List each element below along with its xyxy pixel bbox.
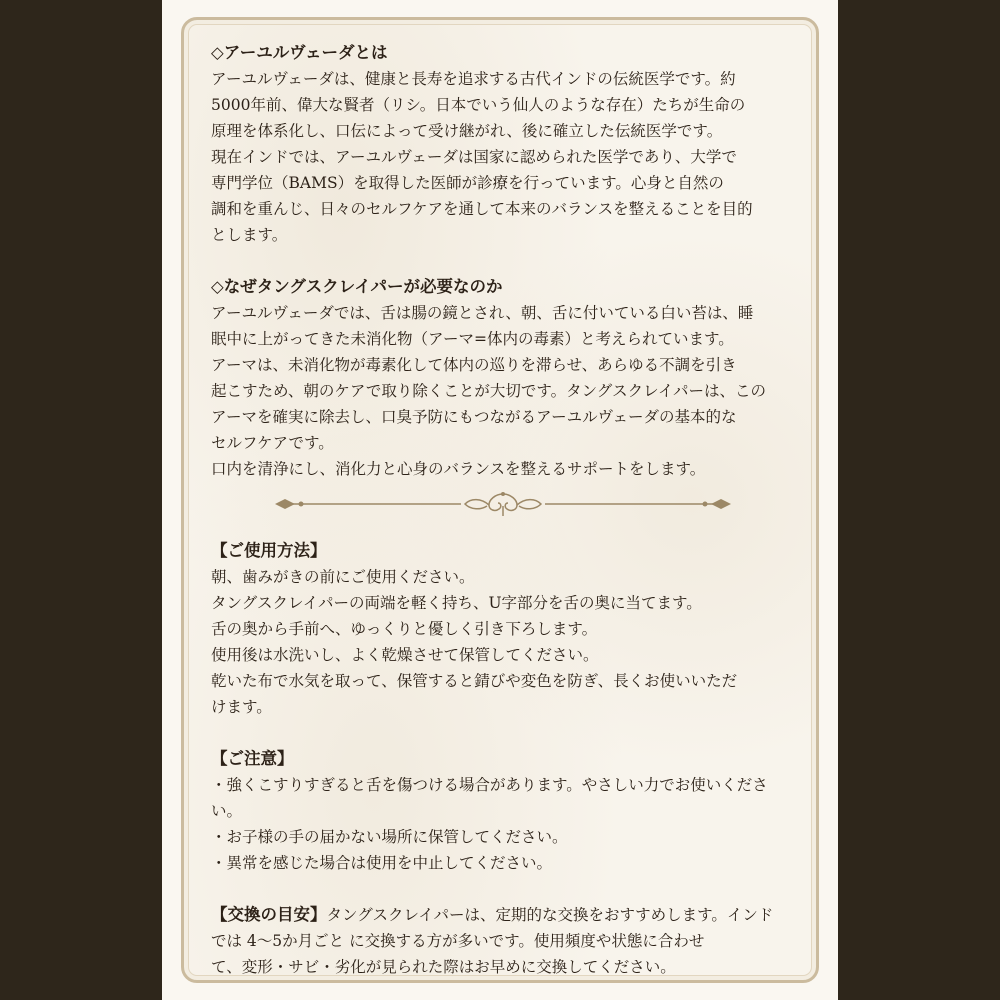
- body-line: 起こすため、朝のケアで取り除くことが大切です。タングスクレイパーは、この: [211, 382, 767, 400]
- section-replacement: [211, 902, 793, 980]
- section-heading: 【交換の目安】: [211, 905, 327, 924]
- replacement-line-1: [211, 902, 793, 928]
- left-dark-band: [0, 0, 162, 1000]
- body-line: セルフケアです。: [211, 434, 334, 452]
- ornamental-divider: [211, 488, 793, 520]
- body-line: 使用後は水洗いし、よく乾燥させて保管してください。: [211, 646, 599, 664]
- body-line: 口内を清浄にし、消化力と心身のバランスを整えるサポートをします。: [211, 460, 706, 478]
- caution-item: ・強くこすりすぎると舌を傷つける場合があります。やさしい力でお使いください。: [211, 776, 768, 820]
- body-line: アーユルヴェーダでは、舌は腸の鏡とされ、朝、舌に付いている白い苔は、睡: [211, 304, 754, 322]
- body-line: では 4〜5か月ごと に交換する方が多いです。使用頻度や状態に合わせ: [211, 932, 705, 950]
- flourish-ornament-icon: [273, 488, 733, 520]
- body-text: タングスクレイパーは、定期的な交換をおすすめします。インド: [326, 906, 774, 924]
- body-line: 朝、歯みがきの前にご使用ください。: [211, 568, 475, 586]
- section-heading: 【ご使用方法】: [211, 541, 327, 560]
- section-heading: ◇なぜタングスクレイパーが必要なのか: [211, 277, 503, 296]
- body-line: 乾いた布で水気を取って、保管すると錆びや変色を防ぎ、長くお使いいただ: [211, 672, 738, 690]
- body-line: とします。: [211, 226, 288, 244]
- body-line: アーマを確実に除去し、口臭予防にもつながるアーユルヴェーダの基本的な: [211, 408, 737, 426]
- spacer: [211, 720, 793, 746]
- section-heading: 【ご注意】: [211, 749, 294, 768]
- body-line: 5000年前、偉大な賢者（リシ。日本でいう仙人のような存在）たちが生命の: [211, 96, 746, 114]
- section-ayurveda-intro: [211, 40, 793, 248]
- document-content: [211, 40, 793, 980]
- body-line: 眠中に上がってきた未消化物（アーマ=体内の毒素）と考えられています。: [211, 330, 734, 348]
- body-line: けます。: [211, 698, 272, 716]
- body-line: 専門学位（BAMS）を取得した医師が診療を行っています。心身と自然の: [211, 174, 724, 192]
- spacer: [211, 248, 793, 274]
- body-line: て、変形・サビ・劣化が見られた際はお早めに交換してください。: [211, 958, 676, 976]
- body-line: 現在インドでは、アーユルヴェーダは国家に認められた医学であり、大学で: [211, 148, 737, 166]
- body-line: アーマは、未消化物が毒素化して体内の巡りを滞らせ、あらゆる不調を引き: [211, 356, 737, 374]
- section-why-scraper: [211, 274, 793, 482]
- body-line: 調和を重んじ、日々のセルフケアを通して本来のバランスを整えることを目的: [211, 200, 753, 218]
- caution-item: ・異常を感じた場合は使用を中止してください。: [211, 854, 553, 872]
- body-line: アーユルヴェーダは、健康と長寿を追求する古代インドの伝統医学です。約: [211, 70, 736, 88]
- body-line: タングスクレイパーの両端を軽く持ち、U字部分を舌の奥に当てます。: [211, 594, 702, 612]
- body-line: 原理を体系化し、口伝によって受け継がれ、後に確立した伝統医学です。: [211, 122, 723, 140]
- caution-item: ・お子様の手の届かない場所に保管してください。: [211, 828, 568, 846]
- section-heading: ◇アーユルヴェーダとは: [211, 43, 388, 62]
- right-dark-band: [838, 0, 1000, 1000]
- body-line: 舌の奥から手前へ、ゆっくりと優しく引き下ろします。: [211, 620, 598, 638]
- section-usage: [211, 538, 793, 720]
- spacer: [211, 876, 793, 902]
- section-caution: [211, 746, 793, 876]
